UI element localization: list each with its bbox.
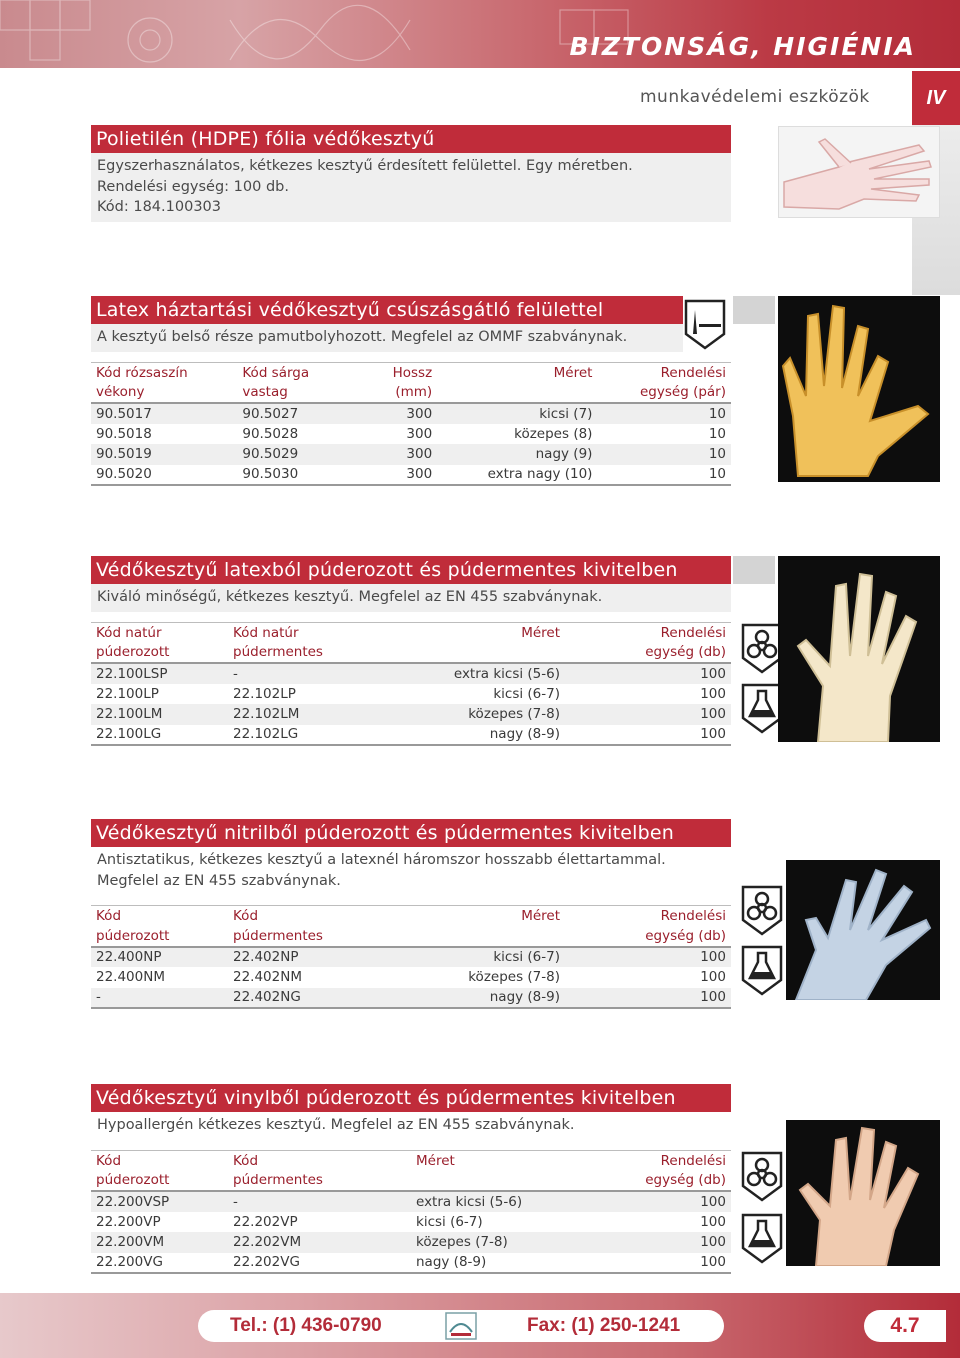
- table-cell: 300: [384, 403, 437, 424]
- table-cell: 90.5028: [237, 424, 383, 445]
- header-cell: Kód: [91, 1150, 228, 1171]
- table-cell: 22.202VM: [228, 1232, 411, 1253]
- table-cell: 22.100LG: [91, 725, 228, 746]
- table-cell: 300: [384, 424, 437, 445]
- description-line: Kód: 184.100303: [97, 199, 221, 215]
- header-cell: Kód: [228, 906, 365, 927]
- table-cell: 90.5030: [237, 465, 383, 486]
- clear-glove-image: [779, 127, 940, 218]
- product-description: [91, 1112, 731, 1140]
- table-cell: 300: [384, 465, 437, 486]
- table-cell: kicsi (7): [437, 403, 597, 424]
- company-logo-icon: [445, 1312, 477, 1340]
- header-cell: Rendelési: [597, 362, 731, 383]
- page-number: 4.7: [864, 1310, 946, 1342]
- product-latex-household: [91, 296, 731, 486]
- table-row: [91, 947, 731, 968]
- table-cell: kicsi (6-7): [365, 684, 565, 705]
- header-cell: egység (pár): [597, 383, 731, 404]
- table-cell: -: [228, 1191, 411, 1212]
- description-line: Hypoallergén kétkezes kesztyű. Megfelel az EN 455 szabványnak.: [97, 1117, 575, 1133]
- product-title: Védőkesztyű nitrilből púderozott és púdermentes kivitelben: [91, 819, 731, 847]
- product-hdpe: [91, 125, 731, 222]
- header-cell: púdermentes: [228, 926, 365, 947]
- phone-number: Tel.: (1) 436-0790: [230, 1315, 382, 1336]
- description-line: Megfelel az EN 455 szabványnak.: [97, 872, 341, 889]
- header-cell: Kód natúr: [228, 622, 365, 643]
- table-row: [91, 403, 731, 424]
- biohazard-icon: [740, 1150, 784, 1202]
- header-cell: Rendelési: [565, 906, 731, 927]
- product-photo-latex-glove: [778, 556, 940, 742]
- table-row: [91, 1232, 731, 1253]
- chemical-flask-icon: [740, 944, 784, 996]
- product-description: [91, 324, 683, 352]
- table-cell: extra nagy (10): [437, 465, 597, 486]
- table-cell: 22.202VG: [228, 1253, 411, 1274]
- table-cell: 100: [565, 725, 731, 746]
- product-description: [91, 153, 731, 222]
- table-cell: 10: [597, 403, 731, 424]
- table-cell: nagy (8-9): [365, 725, 565, 746]
- table-cell: 100: [565, 967, 731, 988]
- table-row: [91, 1191, 731, 1212]
- table-cell: 22.200VP: [91, 1212, 228, 1233]
- product-description: [91, 584, 731, 612]
- header-band: [0, 0, 960, 68]
- table-cell: 90.5027: [237, 403, 383, 424]
- table-row: [91, 704, 731, 725]
- table-row: [91, 663, 731, 684]
- table-row: [91, 424, 731, 445]
- table-cell: közepes (7-8): [411, 1232, 581, 1253]
- table-cell: 90.5029: [237, 444, 383, 465]
- table-cell: 10: [597, 465, 731, 486]
- table-cell: 100: [581, 1191, 731, 1212]
- table-cell: 10: [597, 444, 731, 465]
- header-cell: Kód: [91, 906, 228, 927]
- table-cell: 22.402NG: [228, 988, 365, 1009]
- description-line: A kesztyű belső része pamutbolyhozott. Megfelel az OMMF szabványnak.: [97, 329, 628, 345]
- header-cell: egység (db): [565, 926, 731, 947]
- product-description: [91, 847, 731, 895]
- description-line: Antisztatikus, kétkezes kesztyű a latexnél háromszor hosszabb élettartammal.: [97, 852, 666, 868]
- table-cell: 22.200VSP: [91, 1191, 228, 1212]
- mechanical-hazard-icon: [683, 298, 727, 350]
- table-cell: 100: [565, 947, 731, 968]
- table-cell: 100: [565, 663, 731, 684]
- table-cell: nagy (8-9): [411, 1253, 581, 1274]
- header-cell: Méret: [437, 362, 597, 383]
- table-cell: 100: [581, 1212, 731, 1233]
- table-cell: extra kicsi (5-6): [411, 1191, 581, 1212]
- table-cell: közepes (7-8): [365, 967, 565, 988]
- header-cell: [411, 1171, 581, 1192]
- table-cell: 100: [581, 1232, 731, 1253]
- latex-glove-image: [778, 556, 940, 742]
- product-photo-yellow-latex-glove: [778, 296, 940, 482]
- table-cell: 90.5020: [91, 465, 237, 486]
- header-cell: vastag: [237, 383, 383, 404]
- header-cell: púdermentes: [228, 643, 365, 664]
- header-cell: egység (db): [565, 643, 731, 664]
- table-cell: 22.102LG: [228, 725, 365, 746]
- table-cell: 22.402NP: [228, 947, 365, 968]
- table-cell: 22.402NM: [228, 967, 365, 988]
- table-cell: kicsi (6-7): [365, 947, 565, 968]
- table-cell: 22.200VM: [91, 1232, 228, 1253]
- table-cell: 22.100LSP: [91, 663, 228, 684]
- product-photo-hdpe-glove: [778, 126, 940, 218]
- product-title: Polietilén (HDPE) fólia védőkesztyű: [91, 125, 731, 153]
- table-cell: nagy (8-9): [365, 988, 565, 1009]
- header-cell: Rendelési: [581, 1150, 731, 1171]
- table-cell: 100: [581, 1253, 731, 1274]
- header-cell: púdermentes: [228, 1171, 411, 1192]
- table-cell: 22.102LM: [228, 704, 365, 725]
- header-cell: Kód natúr: [91, 622, 228, 643]
- table-row: [91, 465, 731, 486]
- product-photo-vinyl-glove: [786, 1120, 940, 1266]
- product-title: Védőkesztyű latexból púderozott és púdermentes kivitelben: [91, 556, 731, 584]
- table-cell: 100: [565, 704, 731, 725]
- header-cell: egység (db): [581, 1171, 731, 1192]
- header-title: BIZTONSÁG, HIGIÉNIA: [569, 32, 916, 61]
- table-cell: extra kicsi (5-6): [365, 663, 565, 684]
- grey-tab: [733, 296, 775, 324]
- blue-nitrile-glove-image: [786, 860, 940, 1000]
- table-cell: 22.100LM: [91, 704, 228, 725]
- biohazard-icon: [740, 884, 784, 936]
- header-cell: Kód sárga: [237, 362, 383, 383]
- header-cell: [365, 643, 565, 664]
- header-cell: [365, 926, 565, 947]
- header-cell: Méret: [411, 1150, 581, 1171]
- description-line: Kiváló minőségű, kétkezes kesztyű. Megfelel az EN 455 szabványnak.: [97, 589, 603, 605]
- table-row: [91, 1253, 731, 1274]
- header-cell: púderozott: [91, 643, 228, 664]
- table-row: [91, 967, 731, 988]
- header-cell: vékony: [91, 383, 237, 404]
- fax-number: Fax: (1) 250-1241: [527, 1315, 681, 1336]
- table-cell: közepes (7-8): [365, 704, 565, 725]
- periodic-table-decoration: [0, 0, 640, 68]
- table-cell: 100: [565, 988, 731, 1009]
- table-cell: 90.5017: [91, 403, 237, 424]
- section-tab: IV: [912, 71, 960, 125]
- table-cell: 22.102LP: [228, 684, 365, 705]
- header-cell: Hossz: [384, 362, 437, 383]
- header-cell: púderozott: [91, 1171, 228, 1192]
- product-table: [91, 622, 731, 747]
- header-cell: púderozott: [91, 926, 228, 947]
- table-cell: 90.5018: [91, 424, 237, 445]
- header-cell: Méret: [365, 906, 565, 927]
- table-row: [91, 1212, 731, 1233]
- header-cell: Rendelési: [565, 622, 731, 643]
- table-cell: nagy (9): [437, 444, 597, 465]
- table-row: [91, 444, 731, 465]
- table-cell: 22.100LP: [91, 684, 228, 705]
- header-cell: (mm): [384, 383, 437, 404]
- table-cell: -: [228, 663, 365, 684]
- product-photo-nitrile-glove: [786, 860, 940, 1000]
- description-line: Rendelési egység: 100 db.: [97, 178, 289, 195]
- table-cell: 22.202VP: [228, 1212, 411, 1233]
- table-row: [91, 988, 731, 1009]
- chemical-flask-icon: [740, 1212, 784, 1264]
- product-vinyl-gloves: [91, 1084, 731, 1274]
- table-cell: kicsi (6-7): [411, 1212, 581, 1233]
- vinyl-glove-image: [786, 1120, 940, 1266]
- table-row: [91, 725, 731, 746]
- description-line: Egyszerhasználatos, kétkezes kesztyű érdesített felülettel. Egy méretben.: [97, 158, 633, 174]
- product-nitrile-gloves: [91, 819, 731, 1009]
- table-cell: 300: [384, 444, 437, 465]
- table-row: [91, 684, 731, 705]
- table-cell: 90.5019: [91, 444, 237, 465]
- product-latex-gloves: [91, 556, 731, 746]
- table-cell: 10: [597, 424, 731, 445]
- grey-tab: [733, 556, 775, 584]
- product-table: [91, 905, 731, 1009]
- header-cell: Kód: [228, 1150, 411, 1171]
- header-cell: [437, 383, 597, 404]
- product-table: [91, 1150, 731, 1275]
- table-cell: közepes (8): [437, 424, 597, 445]
- product-table: [91, 362, 731, 487]
- yellow-glove-image: [778, 296, 940, 482]
- table-cell: 22.400NP: [91, 947, 228, 968]
- table-cell: -: [91, 988, 228, 1009]
- subheader-title: munkavédelemi eszközök: [640, 87, 870, 107]
- header-cell: Kód rózsaszín: [91, 362, 237, 383]
- table-cell: 22.200VG: [91, 1253, 228, 1274]
- product-title: Latex háztartási védőkesztyű csúszásgátló felülettel: [91, 296, 683, 324]
- table-cell: 100: [565, 684, 731, 705]
- table-cell: 22.400NM: [91, 967, 228, 988]
- product-title: Védőkesztyű vinylből púderozott és púdermentes kivitelben: [91, 1084, 731, 1112]
- header-cell: Méret: [365, 622, 565, 643]
